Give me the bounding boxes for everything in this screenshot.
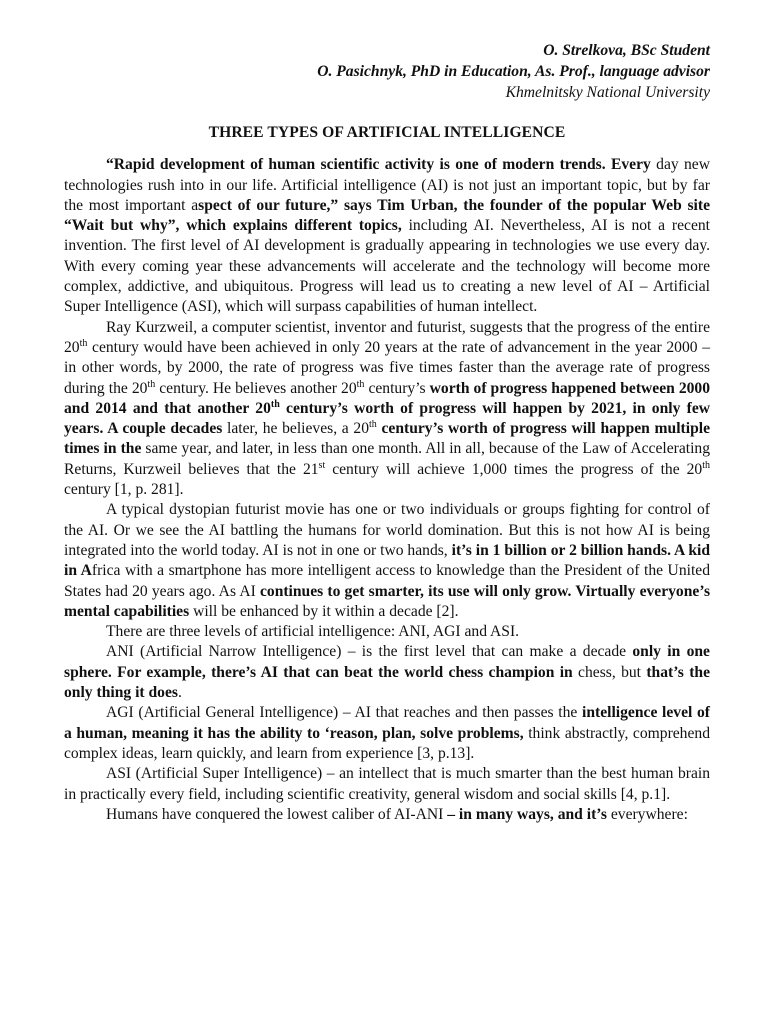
text-span: chess, but <box>572 663 641 681</box>
document-page <box>64 40 710 825</box>
paragraph-8 <box>64 805 710 825</box>
paragraph-7: ASI (Artificial Super Intelligence) – an intellect that is much smarter than the best human brain in practically every field, including scientific creativity, general wisdom and social skills [4, p.1]. <box>64 765 710 803</box>
text-span: day new technologies rush into in our life. Artificial intelligence (AI) is not just an important topic, but by far the most important a <box>64 156 710 214</box>
text-span: century. He believes another 20 <box>155 379 357 397</box>
text-span: including AI. Nevertheless, AI is not a recent invention. The first level of AI development is gradually appearing in technologies we use every day. With every coming year these advancements will accelerate and the technology will become more complex, addictive, and ubiquitous. Progress will lead us to creating a new level of AI – Artificial Super Intelligence (ASI), which will surpass capabilities of human intellect. <box>64 217 711 316</box>
text-span: Humans have conquered the lowest caliber of AI-ANI <box>106 805 444 823</box>
text-span: century [1, p. 281]. <box>64 481 184 499</box>
text-span: that’s the only thing it does <box>64 663 710 702</box>
text-span: worth of progress happened between 2000 and 2014 and that another 20 <box>64 379 711 417</box>
text-span: will be enhanced by it within a decade [2]. <box>189 602 459 620</box>
superscript: th <box>356 378 365 390</box>
text-span: ANI (Artificial Narrow Intelligence) – is the first level that can make a decade <box>106 643 627 661</box>
text-span: frica with a smartphone has more intelligent access to knowledge than the President of the United States had 20 years ago. As AI <box>64 562 711 600</box>
text-span: century’s worth of progress will happen by 2021, in only few years. A couple decades <box>64 399 710 438</box>
text-span: century will achieve 1,000 times the progress of the 20 <box>325 460 703 478</box>
superscript: th <box>79 337 88 349</box>
text-span: . <box>177 684 182 702</box>
text-span: intelligence level of a human, meaning it has the ability to ‘reason, plan, solve problems, <box>64 704 710 742</box>
text-span: spect of our future,” says Tim Urban, the founder of the popular Web site “Wait but why”, which explains different topics, <box>64 196 710 235</box>
superscript: st <box>318 459 326 471</box>
text-span: Ray Kurzweil, a computer scientist, inventor and futurist, suggests that the progress of the entire 20 <box>64 318 710 356</box>
text-span: only in one sphere. For example, there’s AI that can beat the world chess champion in <box>64 643 710 681</box>
text-span: century’s <box>364 379 426 397</box>
author-line-1: O. Strelkova, BSc Student <box>543 42 710 59</box>
paper-title: THREE TYPES OF ARTIFICIAL INTELLIGENCE <box>208 124 566 141</box>
superscript: th <box>702 459 710 471</box>
paragraph-4: There are three levels of artificial intelligence: ANI, AGI and ASI. <box>106 623 520 641</box>
text-span: later, he believes, a 20 <box>222 420 370 438</box>
superscript: th <box>147 378 156 390</box>
author-block <box>64 40 710 103</box>
text-span: – in many ways, and it’s <box>443 805 607 823</box>
text-span: century’s worth of progress will happen multiple times in the <box>64 420 710 458</box>
text-span: century would have been achieved in only 20 years at the rate of advancement in the year 2000 – in other words, by 2000, the rate of progress was five times faster than the average rate of progress during the 20 <box>64 338 710 397</box>
affiliation-line: Khmelnitsky National University <box>505 84 710 101</box>
superscript: th <box>369 418 377 430</box>
paragraph-3 <box>64 500 710 622</box>
paragraph-6 <box>64 703 710 764</box>
text-span: “Rapid development of human scientific activity is one of modern trends. Every <box>106 156 651 174</box>
text-span: it’s in 1 billion or 2 billion hands. A kid in A <box>64 541 711 580</box>
text-span: A typical dystopian futurist movie has one or two individuals or groups fighting for control of the AI. Or we see the AI battling the humans for world domination. But this is not how AI is being integrated into the world today. AI is not in one or two hands, <box>64 501 710 559</box>
text-span: think abstractly, comprehend complex ideas, learn quickly, and learn from experience [3, p.13]. <box>64 724 710 762</box>
text-span: continues to get smarter, its use will only grow. Virtually everyone’s mental capabilities <box>64 582 711 620</box>
paragraph-2 <box>64 318 710 501</box>
paragraph-1 <box>64 155 710 317</box>
superscript: th <box>270 398 280 410</box>
text-span: AGI (Artificial General Intelligence) – AI that reaches and then passes the <box>106 704 578 722</box>
author-line-2: O. Pasichnyk, PhD in Education, As. Prof., language advisor <box>317 63 710 80</box>
text-span: everywhere: <box>606 805 688 823</box>
text-span: same year, and later, in less than one month. All in all, because of the Law of Accelerating Returns, Kurzweil believes that the 21 <box>64 440 711 478</box>
paragraph-5 <box>64 642 710 703</box>
